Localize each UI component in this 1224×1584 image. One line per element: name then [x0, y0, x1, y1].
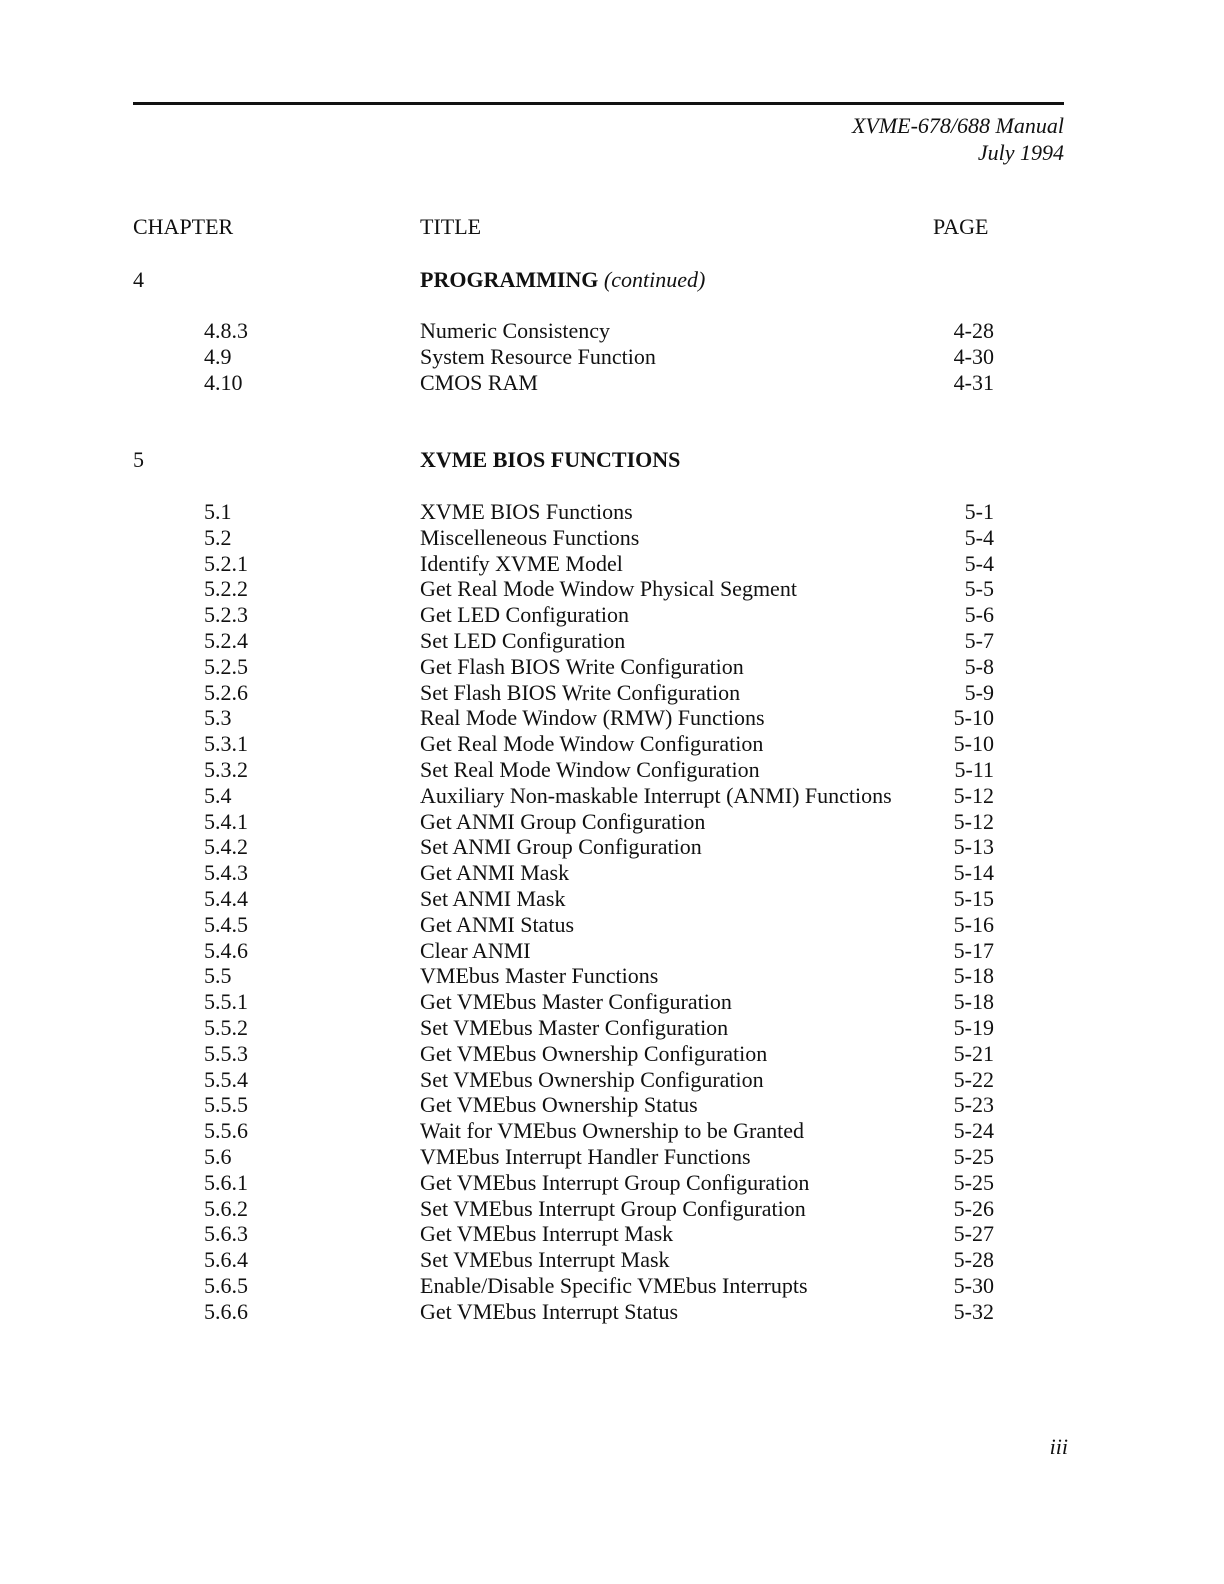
toc-entry-title: Get VMEbus Ownership Configuration	[420, 1040, 768, 1066]
toc-entry-number: 5.5.4	[204, 1066, 248, 1092]
toc-entry	[0, 318, 1224, 344]
toc-entry-page: 5-22	[953, 1066, 994, 1092]
toc-entry-title: Get LED Configuration	[420, 602, 629, 628]
toc-entry-page: 5-18	[953, 963, 994, 989]
toc-entry-title: Set VMEbus Interrupt Mask	[420, 1247, 670, 1273]
toc-entry-number: 5.5.3	[204, 1040, 248, 1066]
toc-entry-page: 5-25	[953, 1143, 994, 1169]
toc-entry-page: 5-11	[954, 756, 994, 782]
toc-entry-title: Get VMEbus Master Configuration	[420, 989, 732, 1015]
toc-entry-number: 5.6	[204, 1143, 232, 1169]
toc-entry	[0, 1170, 1224, 1196]
toc-entry-page: 5-12	[953, 782, 994, 808]
toc-entry-number: 4.9	[204, 343, 232, 369]
toc-entry	[0, 860, 1224, 886]
toc-entry-number: 5.4.5	[204, 911, 248, 937]
toc-entry-page: 5-10	[953, 705, 994, 731]
toc-entry-number: 5.2.2	[204, 576, 248, 602]
toc-entry	[0, 654, 1224, 680]
toc-entry-page: 5-15	[953, 885, 994, 911]
toc-entry	[0, 809, 1224, 835]
toc-entry-number: 5.3.2	[204, 756, 248, 782]
chapter-number: 4	[133, 267, 144, 292]
toc-entry-title: Set VMEbus Ownership Configuration	[420, 1066, 764, 1092]
toc-entry-title: Get Real Mode Window Configuration	[420, 731, 764, 757]
toc-entry-page: 5-1	[964, 499, 994, 524]
toc-entry-number: 4.10	[204, 369, 243, 395]
toc-entry-title: XVME BIOS Functions	[420, 499, 633, 524]
toc-entry-page: 5-24	[953, 1118, 994, 1144]
toc-entry-number: 5.2.3	[204, 602, 248, 628]
toc-entry	[0, 680, 1224, 706]
toc-entry-page: 5-32	[953, 1298, 994, 1324]
toc-entry-number: 5.1	[204, 499, 232, 524]
toc-entry	[0, 1273, 1224, 1299]
toc-entry	[0, 783, 1224, 809]
toc-entry-page: 4-30	[953, 343, 994, 369]
toc-entry-number: 5.4.3	[204, 860, 248, 886]
manual-date: July 1994	[977, 140, 1064, 165]
toc-entry	[0, 551, 1224, 577]
toc-entry-number: 5.6.5	[204, 1272, 248, 1298]
toc-entry	[0, 1221, 1224, 1247]
toc-entry-title: Get ANMI Group Configuration	[420, 808, 706, 834]
toc-entry-title: System Resource Function	[420, 343, 656, 369]
toc-entry-title: Identify XVME Model	[420, 550, 623, 576]
toc-entry-number: 5.3	[204, 705, 232, 731]
toc-entry-title: VMEbus Master Functions	[420, 963, 659, 989]
toc-entry-title: Set LED Configuration	[420, 627, 626, 653]
toc-entry-number: 5.4.2	[204, 834, 248, 860]
toc-entry-title: Enable/Disable Specific VMEbus Interrupts	[420, 1272, 808, 1298]
chapter-number: 5	[133, 447, 144, 472]
toc-entry-page: 5-27	[953, 1221, 994, 1247]
toc-entry	[0, 989, 1224, 1015]
toc-entry-title: Set Flash BIOS Write Configuration	[420, 679, 741, 705]
toc-entry-title: Get Real Mode Window Physical Segment	[420, 576, 797, 602]
toc-entry-page: 5-30	[953, 1272, 994, 1298]
toc-entry	[0, 886, 1224, 912]
toc-entry-title: Get VMEbus Ownership Status	[420, 1092, 698, 1118]
toc-entry	[0, 525, 1224, 551]
toc-entry	[0, 602, 1224, 628]
toc-entry	[0, 1196, 1224, 1222]
toc-entry	[0, 912, 1224, 938]
toc-entry-page: 5-26	[953, 1195, 994, 1221]
toc-entry-page: 5-16	[953, 911, 994, 937]
toc-entry	[0, 963, 1224, 989]
toc-entry	[0, 1015, 1224, 1041]
toc-entry-number: 5.3.1	[204, 731, 248, 757]
toc-entry-number: 5.5.6	[204, 1118, 248, 1144]
toc-entry	[0, 1118, 1224, 1144]
toc-entry-number: 5.5.1	[204, 989, 248, 1015]
header-rule	[133, 102, 1064, 105]
toc-entry	[0, 938, 1224, 964]
toc-entry-title: Miscelleneous Functions	[420, 524, 640, 550]
toc-entry-title: Auxiliary Non-maskable Interrupt (ANMI) Functions	[420, 782, 892, 808]
toc-entry-title: Clear ANMI	[420, 937, 531, 963]
toc-entry-page: 5-7	[964, 627, 994, 653]
toc-entry-number: 5.4	[204, 782, 232, 808]
column-header-chapter: CHAPTER	[133, 214, 234, 239]
toc-entry-page: 5-5	[964, 576, 994, 602]
toc-entry	[0, 1041, 1224, 1067]
toc-entry-number: 5.2.5	[204, 653, 248, 679]
chapter-title	[420, 267, 705, 293]
toc-entry-number: 5.4.1	[204, 808, 248, 834]
chapter-title: XVME BIOS FUNCTIONS	[420, 447, 681, 472]
toc-entry	[0, 834, 1224, 860]
toc-entry-number: 5.4.4	[204, 885, 248, 911]
toc-entry-title: Set ANMI Mask	[420, 885, 566, 911]
manual-title: XVME-678/688 Manual	[851, 113, 1064, 138]
toc-entry	[0, 1299, 1224, 1325]
toc-entry-page: 5-19	[953, 1014, 994, 1040]
toc-entry-title: Numeric Consistency	[420, 318, 611, 343]
toc-entry-page: 5-4	[964, 550, 994, 576]
toc-entry-title: Get ANMI Mask	[420, 860, 570, 886]
toc-entry-page: 4-31	[953, 369, 994, 395]
toc-entry	[0, 370, 1224, 396]
toc-entry-number: 5.6.1	[204, 1169, 248, 1195]
page-number: iii	[1049, 1434, 1068, 1459]
toc-entry	[0, 1247, 1224, 1273]
toc-entry-title: Get ANMI Status	[420, 911, 574, 937]
toc-entry	[0, 576, 1224, 602]
toc-entry-number: 5.6.2	[204, 1195, 248, 1221]
toc-entry	[0, 757, 1224, 783]
toc-entry-title: Real Mode Window (RMW) Functions	[420, 705, 765, 731]
toc-entry-page: 5-9	[964, 679, 994, 705]
toc-entry-page: 5-18	[953, 989, 994, 1015]
toc-list-chapter-4	[0, 318, 1224, 395]
toc-entry-number: 5.2.6	[204, 679, 248, 705]
toc-entry-number: 5.5	[204, 963, 232, 989]
toc-entry	[0, 628, 1224, 654]
toc-entry-page: 5-17	[953, 937, 994, 963]
toc-entry-title: Set Real Mode Window Configuration	[420, 756, 760, 782]
toc-entry-page: 5-28	[953, 1247, 994, 1273]
toc-entry-page: 5-8	[964, 653, 994, 679]
toc-entry	[0, 499, 1224, 525]
toc-entry-title: CMOS RAM	[420, 369, 538, 395]
toc-entry-page: 4-28	[953, 318, 994, 343]
toc-entry-page: 5-12	[953, 808, 994, 834]
chapter-title-note: (continued)	[603, 267, 706, 292]
toc-entry-number: 5.2	[204, 524, 232, 550]
toc-entry	[0, 705, 1224, 731]
toc-entry-number: 5.2.4	[204, 627, 248, 653]
toc-entry-page: 5-4	[964, 524, 994, 550]
toc-entry-title: Get VMEbus Interrupt Mask	[420, 1221, 674, 1247]
toc-entry-number: 5.6.3	[204, 1221, 248, 1247]
toc-entry-number: 5.5.2	[204, 1014, 248, 1040]
toc-list-chapter-5	[0, 499, 1224, 1325]
toc-entry-title: Set VMEbus Master Configuration	[420, 1014, 729, 1040]
toc-entry-title: Wait for VMEbus Ownership to be Granted	[420, 1118, 804, 1144]
toc-entry-number: 5.4.6	[204, 937, 248, 963]
toc-entry	[0, 731, 1224, 757]
toc-entry-page: 5-23	[953, 1092, 994, 1118]
column-header-page: PAGE	[933, 214, 989, 239]
toc-entry-title: Set ANMI Group Configuration	[420, 834, 702, 860]
toc-entry-page: 5-10	[953, 731, 994, 757]
toc-entry-title: VMEbus Interrupt Handler Functions	[420, 1143, 751, 1169]
column-header-title: TITLE	[420, 214, 482, 239]
toc-entry-page: 5-21	[953, 1040, 994, 1066]
toc-entry-title: Get VMEbus Interrupt Status	[420, 1298, 679, 1324]
toc-entry-page: 5-14	[953, 860, 994, 886]
toc-entry	[0, 1144, 1224, 1170]
toc-entry-number: 4.8.3	[204, 318, 248, 343]
toc-entry	[0, 344, 1224, 370]
toc-entry-number: 5.6.6	[204, 1298, 248, 1324]
toc-entry-title: Set VMEbus Interrupt Group Configuration	[420, 1195, 806, 1221]
chapter-title-text: PROGRAMMING	[420, 267, 599, 292]
toc-entry-title: Get VMEbus Interrupt Group Configuration	[420, 1169, 810, 1195]
toc-entry-page: 5-6	[964, 602, 994, 628]
toc-entry	[0, 1092, 1224, 1118]
toc-entry	[0, 1067, 1224, 1093]
toc-entry-title: Get Flash BIOS Write Configuration	[420, 653, 744, 679]
toc-entry-number: 5.6.4	[204, 1247, 248, 1273]
toc-entry-page: 5-13	[953, 834, 994, 860]
toc-entry-page: 5-25	[953, 1169, 994, 1195]
toc-entry-number: 5.2.1	[204, 550, 248, 576]
toc-entry-number: 5.5.5	[204, 1092, 248, 1118]
